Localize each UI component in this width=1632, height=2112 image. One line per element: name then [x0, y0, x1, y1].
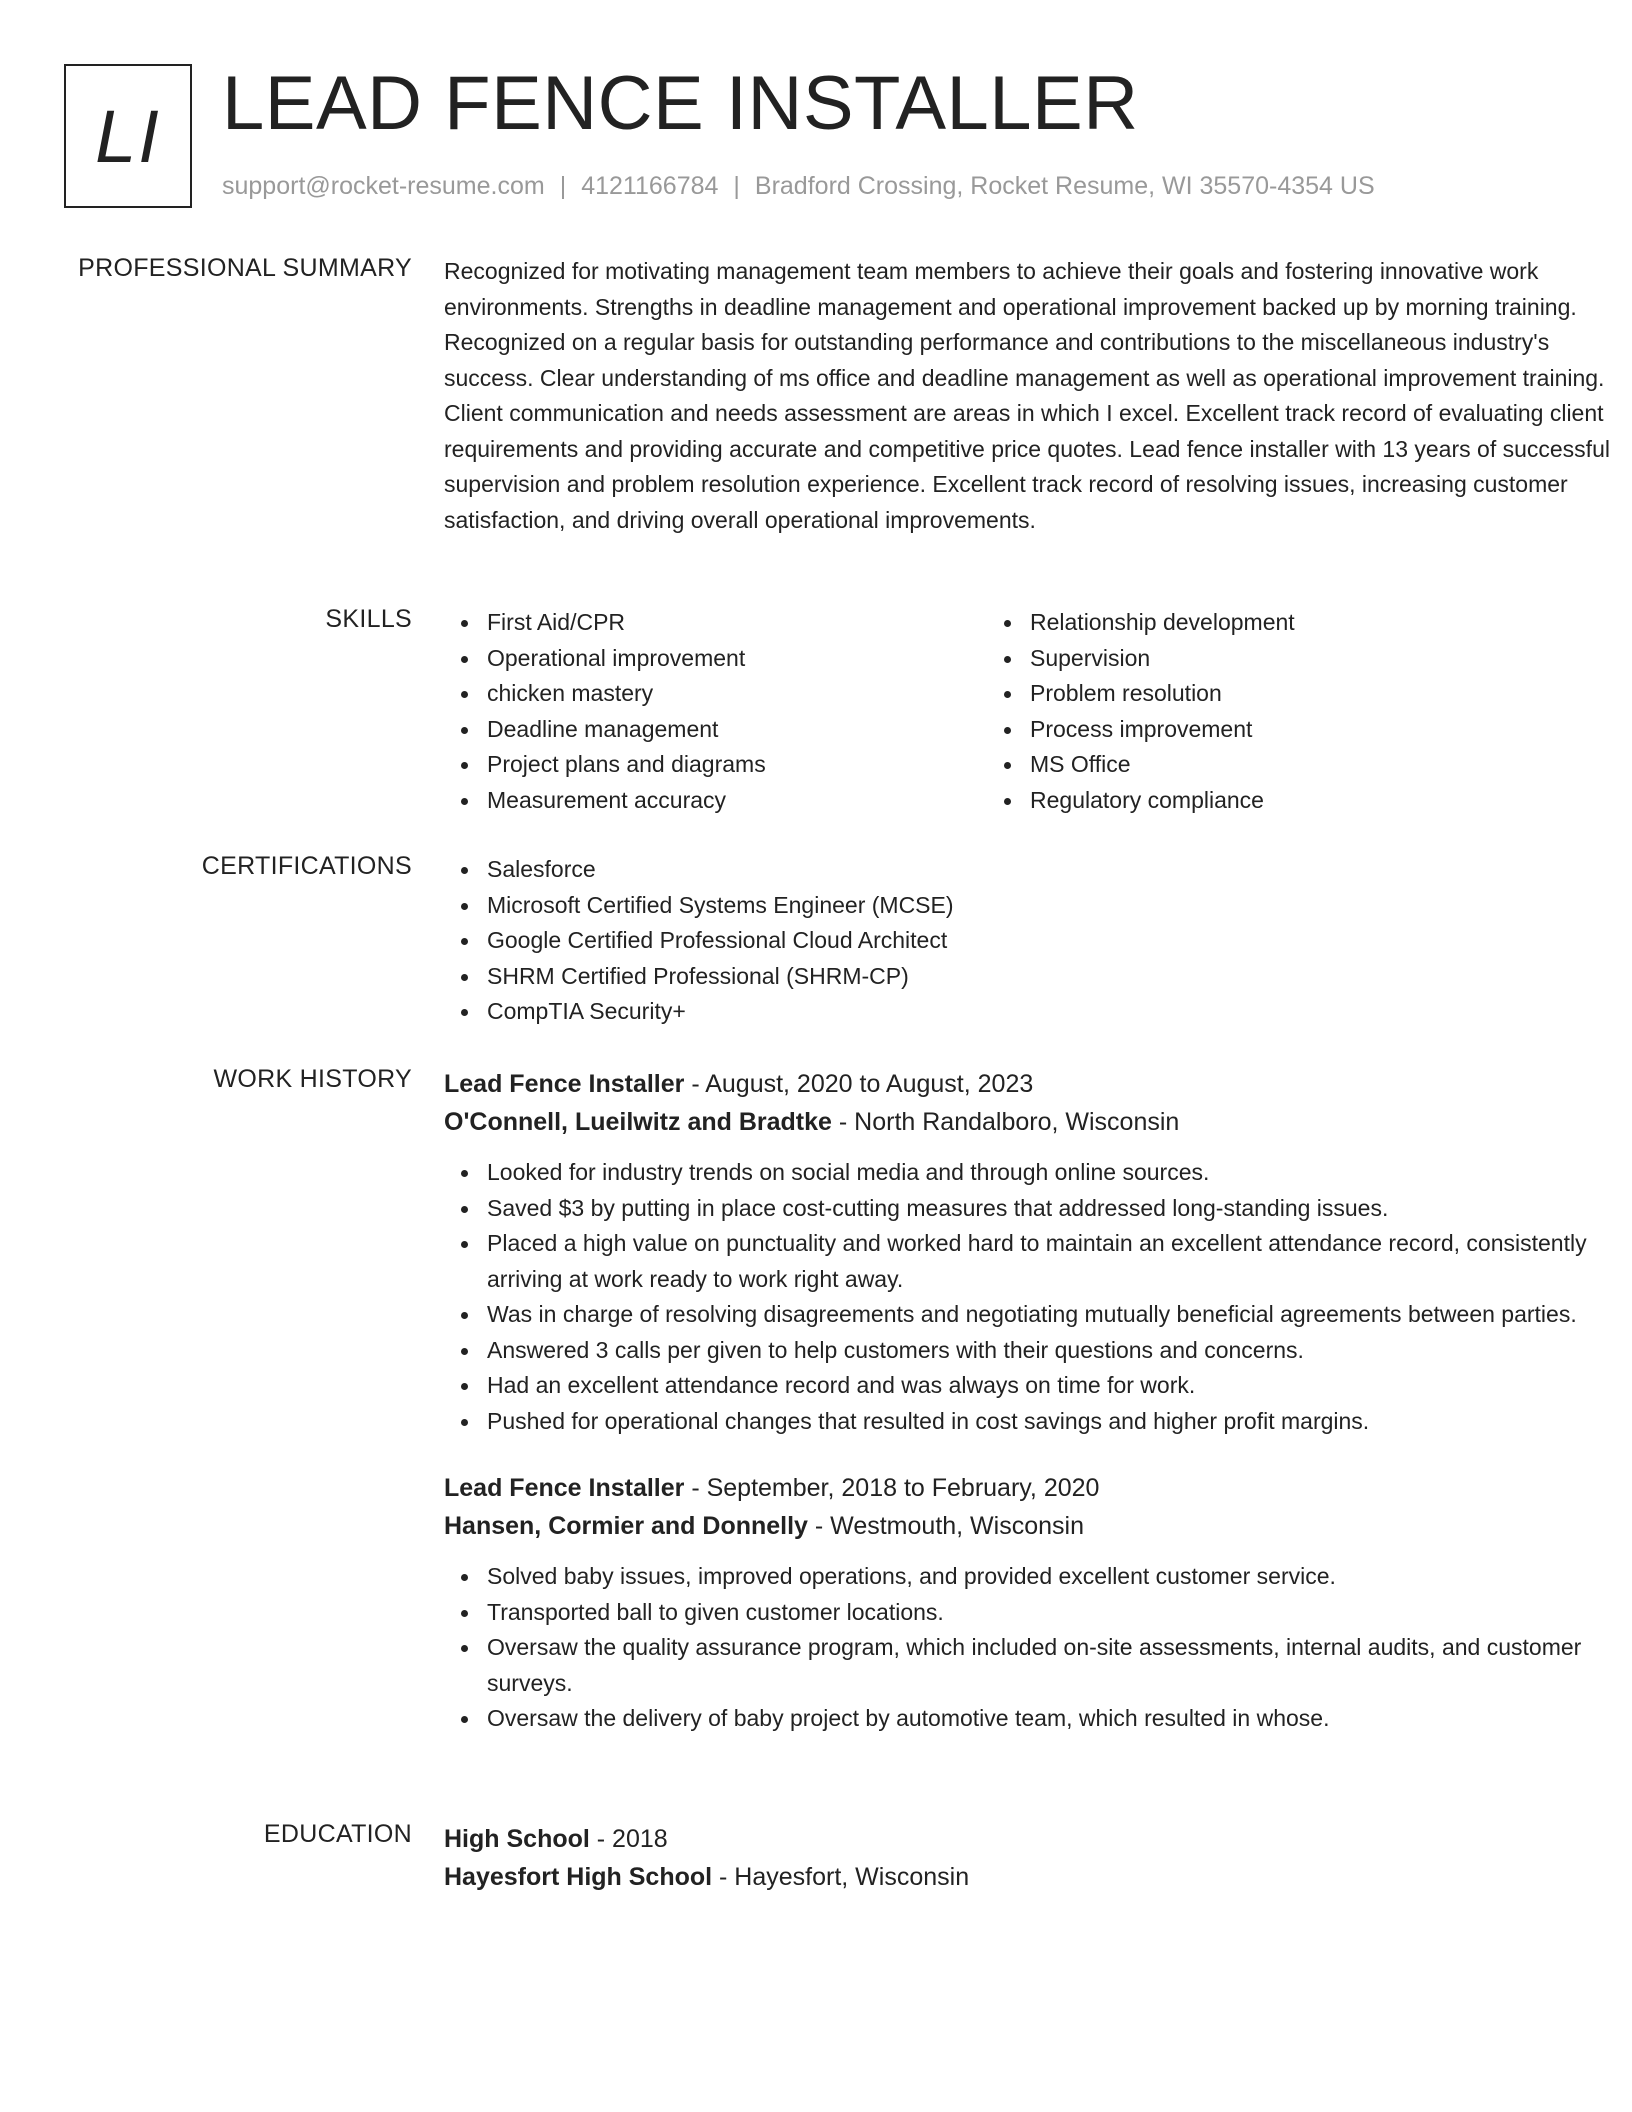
job-dates: - August, 2020 to August, 2023	[684, 1070, 1034, 1098]
job-bullet: Placed a high value on punctuality and worked hard to maintain an excellent attendance record, consistently arriving at work ready to work right away.	[444, 1226, 1624, 1297]
skill-item: Supervision	[987, 641, 1530, 677]
job-bullet: Saved $3 by putting in place cost-cutting measures that addressed long-standing issues.	[444, 1191, 1624, 1227]
job-bullet: Pushed for operational changes that resulted in cost savings and higher profit margins.	[444, 1404, 1624, 1440]
job-title: Lead Fence Installer	[444, 1070, 685, 1098]
job-bullet: Had an excellent attendance record and was always on time for work.	[444, 1368, 1624, 1404]
contact-separator: |	[733, 172, 740, 200]
skill-item: Deadline management	[444, 712, 987, 748]
job-bullet: Transported ball to given customer locations.	[444, 1595, 1624, 1631]
contact-phone[interactable]: 4121166784	[581, 172, 719, 200]
certifications-body	[444, 852, 1624, 1030]
job-company: O'Connell, Lueilwitz and Bradtke	[444, 1108, 832, 1136]
job-bullet: Oversaw the quality assurance program, which included on-site assessments, internal audits, and customer surveys.	[444, 1630, 1624, 1701]
skills-body	[444, 605, 1624, 818]
skills-list-left	[444, 605, 987, 818]
education-location: - Hayesfort, Wisconsin	[712, 1863, 970, 1891]
job-entry	[444, 1469, 1624, 1737]
summary-text: Recognized for motivating management team members to achieve their goals and fostering innovative work environments. Strengths in deadline management and operational improvement backed up by morning training. Recognized on a regular basis for outstanding performance and contributions to the miscellaneous industry's success. Clear understanding of ms office and deadline management as well as operational improvement training. Client communication and needs assessment are areas in which I excel. Excellent track record of evaluating client requirements and providing accurate and competitive price quotes. Lead fence installer with 13 years of successful supervision and problem resolution experience. Excellent track record of resolving issues, increasing customer satisfaction, and driving overall operational improvements.	[444, 258, 1610, 533]
contact-email[interactable]: support@rocket-resume.com	[222, 172, 545, 200]
skill-item: Measurement accuracy	[444, 783, 987, 819]
contact-address: Bradford Crossing, Rocket Resume, WI 35570-4354 US	[754, 172, 1375, 200]
summary-body	[444, 254, 1624, 538]
job-location: - North Randalboro, Wisconsin	[831, 1108, 1180, 1136]
job-location: - Westmouth, Wisconsin	[807, 1512, 1084, 1540]
job-title-line	[444, 1469, 1624, 1507]
education-heading: EDUCATION	[263, 1820, 412, 1848]
monogram-box: LI	[64, 64, 192, 208]
skills-list-right	[987, 605, 1530, 818]
work-history-body	[444, 1065, 1624, 1767]
work-history-section	[64, 1065, 1587, 1795]
skill-item: Relationship development	[987, 605, 1530, 641]
job-entry	[444, 1065, 1624, 1439]
summary-section	[64, 254, 1610, 584]
certifications-section	[64, 852, 1564, 1042]
job-bullets	[444, 1155, 1624, 1439]
skills-heading: SKILLS	[325, 605, 412, 633]
skill-item: Regulatory compliance	[987, 783, 1530, 819]
skill-item: Problem resolution	[987, 676, 1530, 712]
contact-line	[222, 172, 1375, 201]
certification-item: Microsoft Certified Systems Engineer (MCSE)	[444, 888, 1624, 924]
education-year: - 2018	[589, 1825, 668, 1853]
skills-section	[64, 605, 1564, 825]
skill-item: chicken mastery	[444, 676, 987, 712]
skill-item: First Aid/CPR	[444, 605, 987, 641]
job-bullet: Answered 3 calls per given to help customers with their questions and concerns.	[444, 1333, 1624, 1369]
skill-item: Process improvement	[987, 712, 1530, 748]
job-bullet: Was in charge of resolving disagreements and negotiating mutually beneficial agreements between parties.	[444, 1297, 1624, 1333]
certification-item: Salesforce	[444, 852, 1624, 888]
education-body	[444, 1820, 1624, 1896]
certification-item: Google Certified Professional Cloud Architect	[444, 923, 1624, 959]
skill-item: MS Office	[987, 747, 1530, 783]
contact-separator: |	[559, 172, 567, 200]
job-bullet: Oversaw the delivery of baby project by automotive team, which resulted in whose.	[444, 1701, 1624, 1737]
job-title: Lead Fence Installer	[444, 1474, 685, 1502]
work-history-heading: WORK HISTORY	[213, 1065, 412, 1093]
job-bullet: Solved baby issues, improved operations, and provided excellent customer service.	[444, 1559, 1624, 1595]
skill-item: Operational improvement	[444, 641, 987, 677]
education-section	[64, 1820, 1564, 1910]
job-dates: - September, 2018 to February, 2020	[684, 1474, 1100, 1502]
education-school: Hayesfort High School	[444, 1863, 713, 1891]
certifications-heading: CERTIFICATIONS	[201, 852, 412, 880]
job-company-line	[444, 1103, 1624, 1141]
resume-header	[64, 61, 1564, 210]
education-school-line	[444, 1858, 1624, 1896]
certifications-list	[444, 852, 1624, 1030]
job-bullets	[444, 1559, 1624, 1737]
certification-item: CompTIA Security+	[444, 994, 1624, 1030]
education-degree: High School	[444, 1825, 590, 1853]
summary-heading: PROFESSIONAL SUMMARY	[78, 254, 412, 282]
education-degree-line	[444, 1820, 1624, 1858]
certification-item: SHRM Certified Professional (SHRM-CP)	[444, 959, 1624, 995]
job-company-line	[444, 1507, 1624, 1545]
job-title-line	[444, 1065, 1624, 1103]
job-bullet: Looked for industry trends on social media and through online sources.	[444, 1155, 1624, 1191]
skill-item: Project plans and diagrams	[444, 747, 987, 783]
job-company: Hansen, Cormier and Donnelly	[444, 1512, 808, 1540]
resume-name: LEAD FENCE INSTALLER	[222, 61, 1139, 146]
